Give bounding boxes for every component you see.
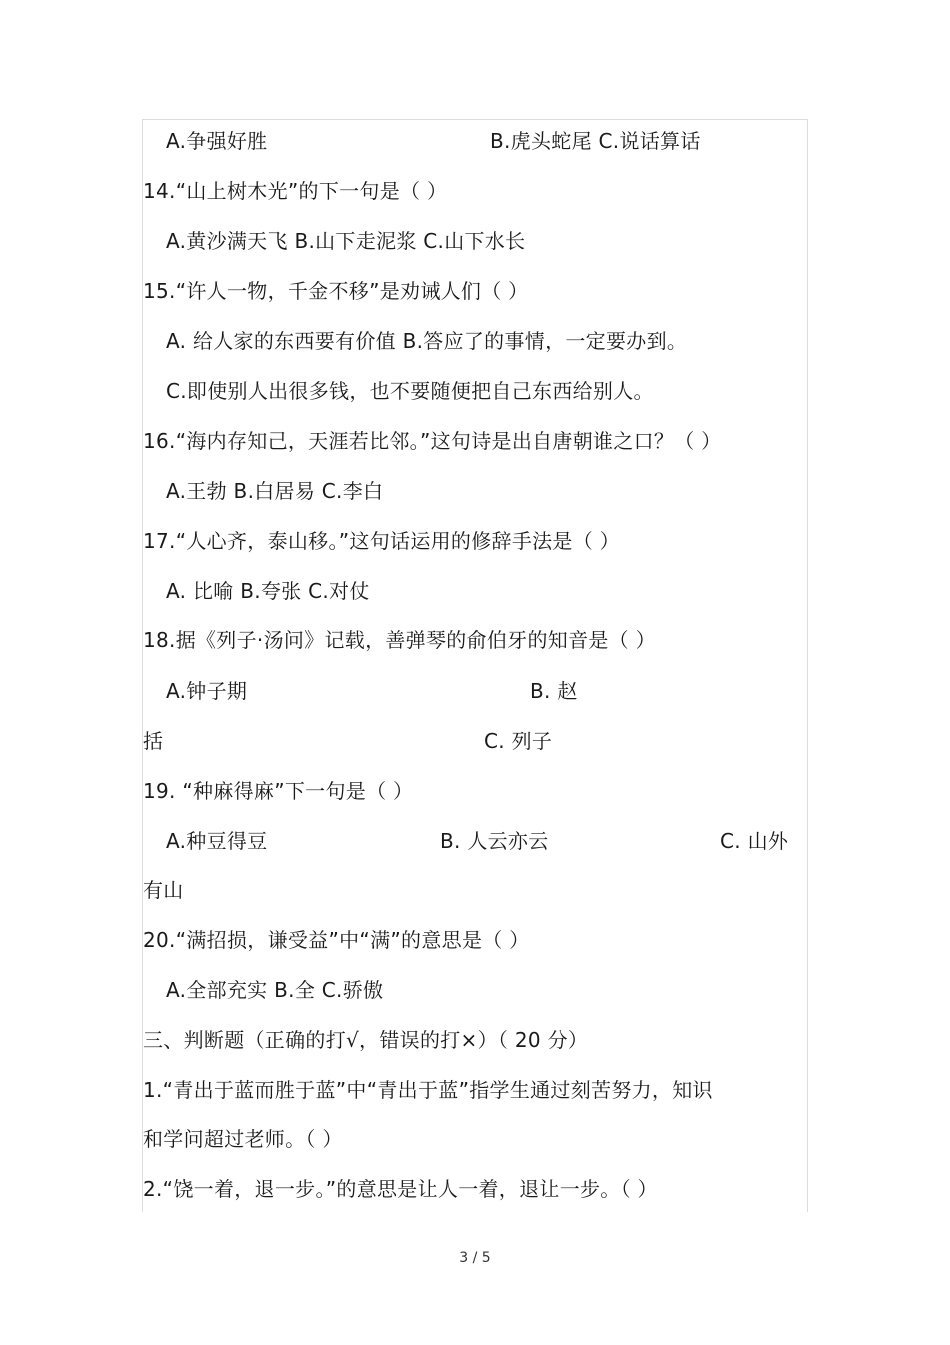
- q15-option-c: C.即使别人出很多钱，也不要随便把自己东西给别人。: [166, 379, 654, 403]
- q14-options: A.黄沙满天飞 B.山下走泥浆 C.山下水长: [166, 229, 526, 253]
- q17-options: A. 比喻 B.夸张 C.对仗: [166, 579, 370, 603]
- question-17: 17.“人心齐，泰山移。”这句话运用的修辞手法是（ ）: [143, 529, 620, 553]
- q16-options: A.王勃 B.白居易 C.李白: [166, 479, 384, 503]
- page-number: 3 / 5: [459, 1250, 491, 1266]
- q18-option-c: C. 列子: [484, 729, 553, 753]
- q19-option-b: B. 人云亦云: [440, 829, 549, 853]
- q13-option-a: A.争强好胜: [166, 129, 268, 153]
- q19-option-a: A.种豆得豆: [166, 829, 268, 853]
- q13-options-bc: B.虎头蛇尾 C.说话算话: [490, 129, 701, 153]
- judgement-1-line-2: 和学问超过老师。（ ）: [143, 1127, 343, 1151]
- q18-option-a: A.钟子期: [166, 679, 248, 703]
- q18-option-b-continued: 括: [143, 729, 164, 753]
- q19-option-c-continued: 有山: [143, 878, 184, 902]
- q15-options-ab: A. 给人家的东西要有价值 B.答应了的事情，一定要办到。: [166, 329, 688, 353]
- question-19: 19. “种麻得麻”下一句是（ ）: [143, 779, 414, 803]
- question-15: 15.“许人一物，千金不移”是劝诫人们（ ）: [143, 279, 529, 303]
- question-14: 14.“山上树木光”的下一句是（ ）: [143, 179, 448, 203]
- judgement-2: 2.“饶一着，退一步。”的意思是让人一着，退让一步。（ ）: [143, 1177, 658, 1201]
- judgement-1-line-1: 1.“青出于蓝而胜于蓝”中“青出于蓝”指学生通过刻苦努力，知识: [143, 1078, 713, 1102]
- section-heading-true-false: 三、判断题（正确的打√，错误的打×）（ 20 分）: [143, 1028, 589, 1052]
- question-16: 16.“海内存知己，天涯若比邻。”这句诗是出自唐朝谁之口？（ ）: [143, 429, 722, 453]
- q20-options: A.全部充实 B.全 C.骄傲: [166, 978, 384, 1002]
- q18-option-b: B. 赵: [530, 679, 578, 703]
- question-18: 18.据《列子·汤问》记载，善弹琴的俞伯牙的知音是（ ）: [143, 628, 656, 652]
- q19-option-c: C. 山外: [720, 829, 789, 853]
- question-20: 20.“满招损，谦受益”中“满”的意思是（ ）: [143, 928, 530, 952]
